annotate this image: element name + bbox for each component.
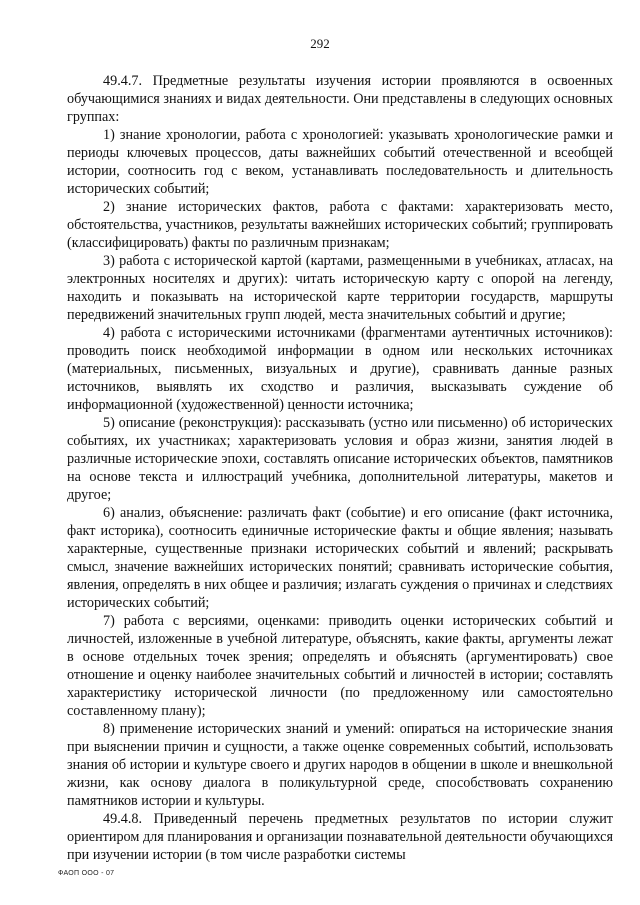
- list-item-4: 4) работа с историческими источниками (фрагментами аутентичных источников): проводить поиск необходимой информации в одном или нескольких источниках (материальных, письменных, визуальных и другие), сравнивать данные разных источников, выявлять их сходство и различия, высказывать суждение об информационной (художественной) ценности источника;: [67, 325, 613, 413]
- footer-code: ФАОП ООО - 07: [58, 870, 115, 877]
- list-item-3: 3) работа с исторической картой (картами, размещенными в учебниках, атласах, на электронных носителях и других): читать историческую карту с опорой на легенду, находить и показывать на исторической карте территории государств, маршруты передвижений значительных групп людей, места значительных событий и другие;: [67, 253, 613, 323]
- list-item-6: 6) анализ, объяснение: различать факт (событие) и его описание (факт источника, факт историка), соотносить единичные исторические факты и общие явления; называть характерные, существенные признаки исторических событий и явлений; раскрывать смысл, значение важнейших исторических понятий; сравнивать исторические события, явления, определять в них общее и различия; излагать суждения о причинах и следствиях исторических событий;: [67, 505, 613, 611]
- list-item-5: 5) описание (реконструкция): рассказывать (устно или письменно) об исторических событиях, их участниках; характеризовать условия и образ жизни, занятия людей в различные исторические эпохи, составлять описание исторических объектов, памятников на основе текста и иллюстраций учебника, дополнительной литературы, макетов и другое;: [67, 415, 613, 503]
- list-item-2: 2) знание исторических фактов, работа с фактами: характеризовать место, обстоятельства, участников, результаты важнейших исторических событий; группировать (классифицировать) факты по различным признакам;: [67, 199, 613, 251]
- list-item-7: 7) работа с версиями, оценками: приводить оценки исторических событий и личностей, изложенные в учебной литературе, объяснять, какие факты, аргументы лежат в основе отдельных точек зрения; определять и объяснять (аргументировать) свое отношение и оценку наиболее значительных событий и личностей в истории; составлять характеристику исторической личности (по предложенному или самостоятельно составленному плану);: [67, 613, 613, 719]
- document-body: [67, 72, 613, 864]
- paragraph-49-4-7: 49.4.7. Предметные результаты изучения истории проявляются в освоенных обучающимися знаниях и видах деятельности. Они представлены в следующих основных группах:: [67, 73, 613, 125]
- page-number: 292: [310, 36, 330, 51]
- paragraph-49-4-8: 49.4.8. Приведенный перечень предметных результатов по истории служит ориентиром для планирования и организации познавательной деятельности обучающихся при изучении истории (в том числе разработки системы: [67, 811, 613, 863]
- list-item-8: 8) применение исторических знаний и умений: опираться на исторические знания при выяснении причин и сущности, а также оценке современных событий, использовать знания об истории и культуре своего и других народов в общении в школе и внешкольной жизни, как основу диалога в поликультурной среде, способствовать сохранению памятников истории и культуры.: [67, 721, 613, 809]
- list-item-1: 1) знание хронологии, работа с хронологией: указывать хронологические рамки и периоды ключевых процессов, даты важнейших событий отечественной и всеобщей истории, соотносить год с веком, устанавливать последовательность и длительность исторических событий;: [67, 127, 613, 197]
